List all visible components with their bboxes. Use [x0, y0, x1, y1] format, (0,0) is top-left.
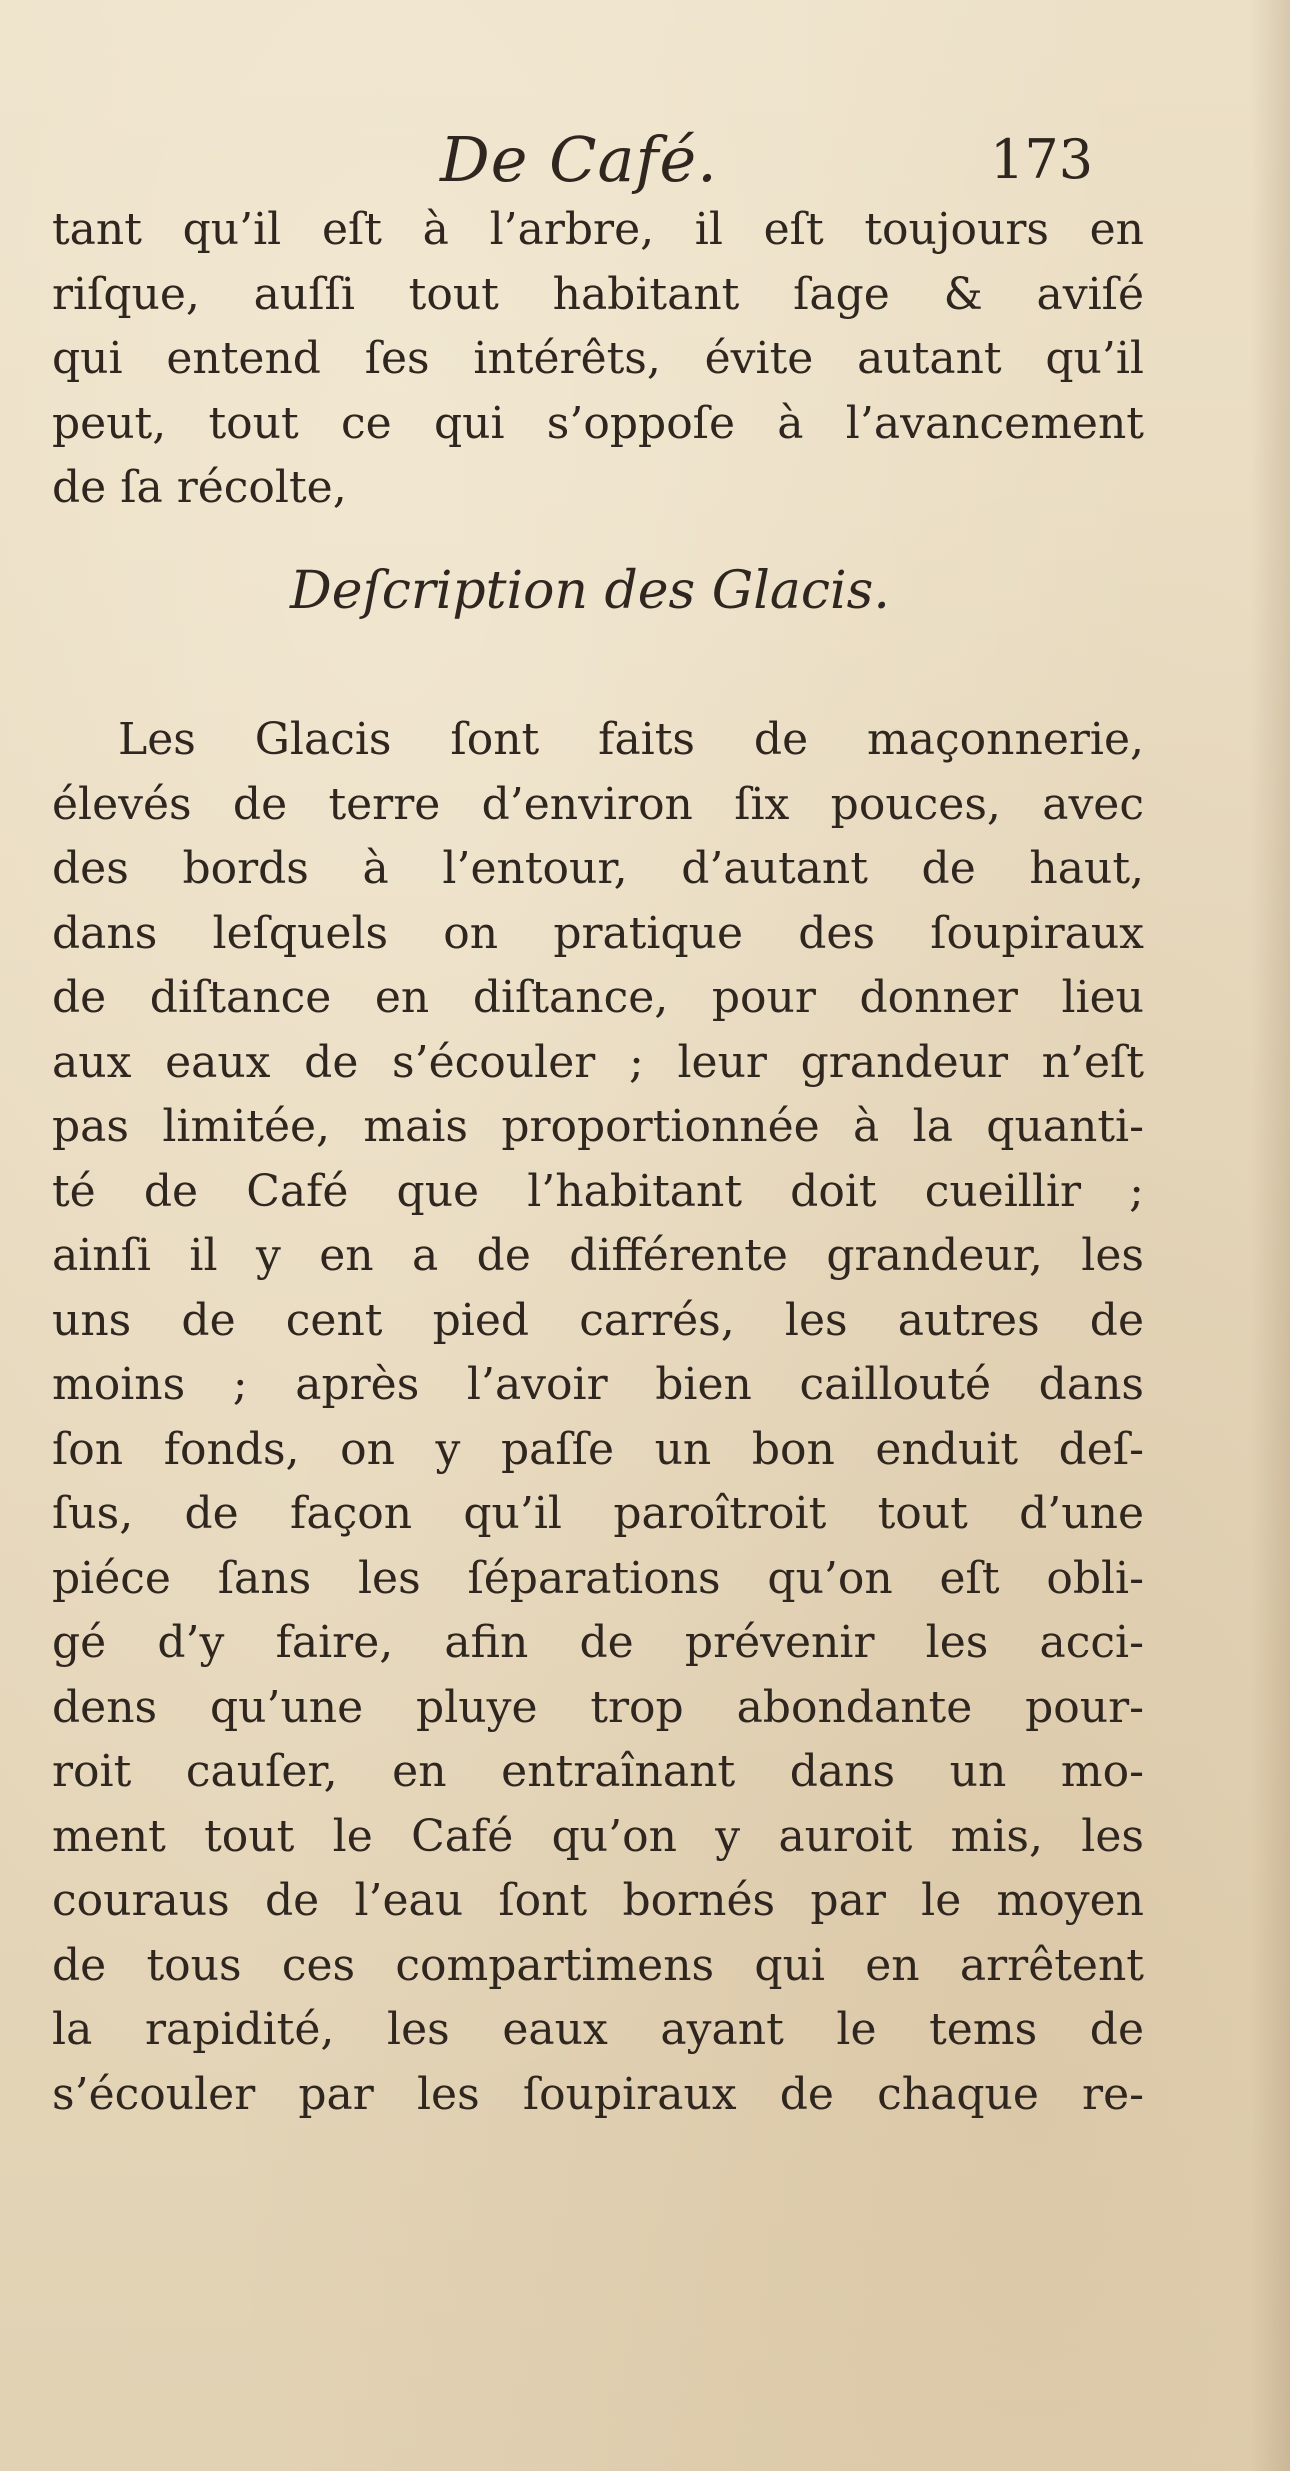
text-line: Les Glacis ſont faits de maçonnerie,: [118, 714, 1144, 765]
text-line: de diſtance en diſtance, pour donner lieu: [52, 972, 1144, 1023]
text-line: roit cauſer, en entraînant dans un mo-: [52, 1746, 1144, 1797]
text-line: s’écouler par les ſoupiraux de chaque re-: [52, 2068, 1144, 2120]
text-line: piéce ſans les ſéparations qu’on eſt obli-: [52, 1552, 1144, 1604]
text-line: ſon fonds, on y paſſe un bon enduit deſ-: [52, 1423, 1144, 1475]
page-header: [0, 115, 1290, 205]
page-number: 173: [990, 128, 1094, 191]
text-line: élevés de terre d’environ ſix pouces, avec: [52, 778, 1144, 830]
section-heading: Deſcription des Glacis.: [290, 561, 890, 621]
text-line: ment tout le Café qu’on y auroit mis, les: [52, 1810, 1144, 1862]
text-line: la rapidité, les eaux ayant le tems de: [52, 2004, 1144, 2055]
text-line: ſus, de façon qu’il paroîtroit tout d’une: [52, 1488, 1144, 1539]
text-line: aux eaux de s’écouler ; leur grandeur n’eſt: [52, 1036, 1144, 1088]
text-line: pas limitée, mais proportionnée à la quanti-: [52, 1101, 1144, 1152]
text-line: uns de cent pied carrés, les autres de: [52, 1294, 1144, 1346]
text-line: té de Café que l’habitant doit cueillir ;: [52, 1165, 1144, 1217]
running-title: De Café.: [440, 123, 718, 196]
paragraph-glacis: [52, 708, 1144, 2127]
paragraph-continuation: [52, 198, 1144, 521]
text-line: peut, tout ce qui s’oppoſe à l’avancement: [52, 397, 1144, 449]
text-line: moins ; après l’avoir bien caillouté dans: [52, 1359, 1144, 1410]
text-line: de ſa récolte,: [52, 462, 347, 513]
text-line: couraus de l’eau ſont bornés par le moyen: [52, 1875, 1144, 1926]
text-line: dens qu’une pluye trop abondante pour-: [52, 1681, 1144, 1733]
text-line: dans leſquels on pratique des ſoupiraux: [52, 907, 1144, 959]
text-line: riſque, auſſi tout habitant ſage & aviſé: [52, 268, 1144, 320]
text-line: ainſi il y en a de différente grandeur, les: [52, 1230, 1144, 1281]
text-line: tant qu’il eſt à l’arbre, il eſt toujours en: [52, 204, 1144, 255]
page-edge-shadow: [1250, 0, 1290, 2471]
text-line: de tous ces compartimens qui en arrêtent: [52, 1939, 1144, 1991]
text-line: des bords à l’entour, d’autant de haut,: [52, 843, 1144, 894]
text-line: qui entend ſes intérêts, évite autant qu’il: [52, 333, 1144, 384]
text-line: gé d’y faire, afin de prévenir les acci-: [52, 1617, 1144, 1668]
